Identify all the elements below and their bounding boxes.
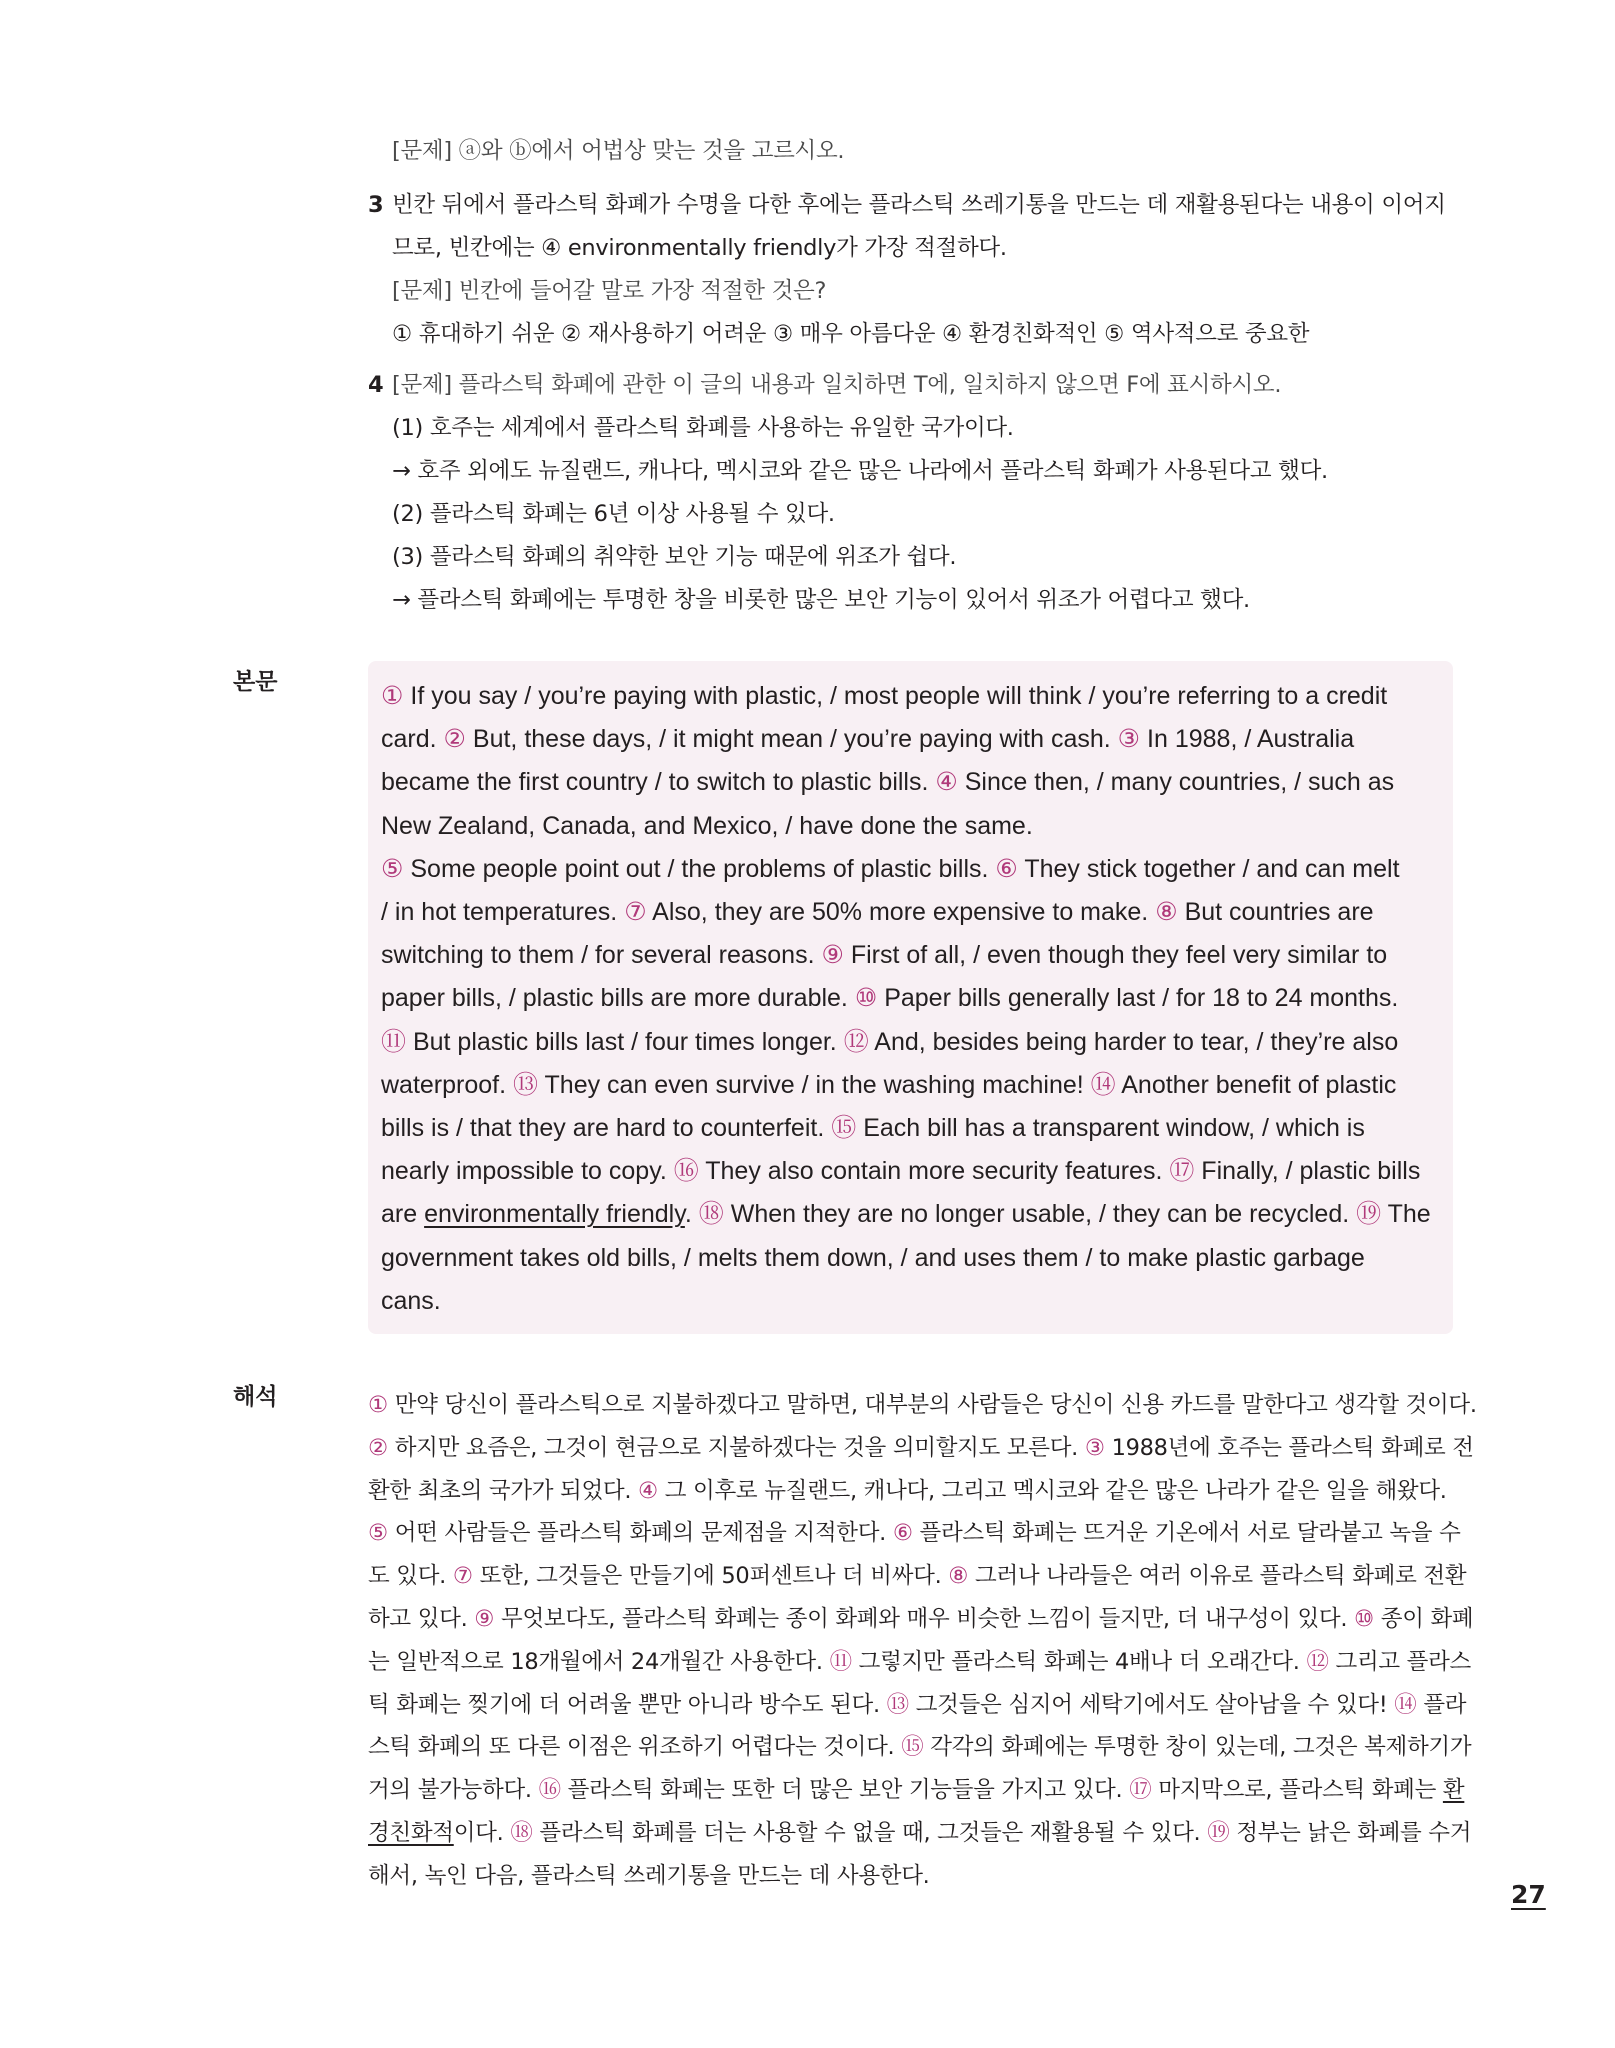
- sentence-number: ⑪: [829, 1648, 852, 1675]
- underlined-phrase: environmentally friendly: [424, 1200, 685, 1229]
- sentence-number: ⑥: [892, 1520, 913, 1547]
- sentence-text: 환한 최초의 국가가 되었다.: [368, 1477, 639, 1504]
- sentence-text: switching to them / for several reasons.: [381, 941, 822, 970]
- sentence-number: ⑫: [1306, 1648, 1329, 1675]
- sentence-number: ⑦: [452, 1563, 473, 1590]
- sentence-text: bills is / that they are hard to counterfeit.: [381, 1114, 832, 1142]
- sentence-text: 마지막으로, 플라스틱 화폐는: [1151, 1777, 1443, 1804]
- sentence-text: became the first country / to switch to plastic bills.: [381, 768, 936, 797]
- sentence-number: ⑪: [381, 1027, 407, 1056]
- sentence-text: First of all, / even though they feel very similar to: [843, 941, 1388, 970]
- sentence-text: Finally, / plastic bills: [1194, 1157, 1421, 1186]
- sentence-text: 거의 불가능하다.: [368, 1777, 539, 1804]
- sentence-text: Another benefit of plastic: [1115, 1070, 1397, 1099]
- sentence-number: ⑩: [1354, 1606, 1374, 1632]
- main-text-line: [381, 1113, 1365, 1143]
- q4-item-1: (1) 호주는 세계에서 플라스틱 화폐를 사용하는 유일한 국가이다.: [392, 415, 1014, 441]
- sentence-text: 각각의 화폐에는 투명한 창이 있는데, 그것은 복제하기가: [923, 1734, 1472, 1761]
- sentence-text: They can even survive / in the washing machine!: [538, 1070, 1091, 1099]
- main-text-line: [381, 1070, 1396, 1100]
- main-text-line: [381, 681, 1387, 711]
- sentence-text: 종이 화폐: [1373, 1606, 1474, 1632]
- sentence-text: / in hot temperatures.: [381, 898, 625, 926]
- sentence-text: 그렇지만 플라스틱 화폐는 4배나 더 오래간다.: [851, 1648, 1307, 1675]
- main-text-line: [381, 897, 1374, 927]
- translation-line: [368, 1818, 1471, 1848]
- sentence-text: The: [1381, 1200, 1431, 1229]
- sentence-text: 무엇보다도, 플라스틱 화폐는 종이 화폐와 매우 비슷한 느낌이 들지만, 더 내구성이 있다.: [494, 1606, 1355, 1632]
- sentence-number: ⑤: [381, 854, 404, 883]
- q4-item-3-note: → 플라스틱 화폐에는 투명한 창을 비롯한 많은 보안 기능이 있어서 위조가 어렵다고 했다.: [392, 587, 1250, 613]
- sentence-text: waterproof.: [381, 1070, 514, 1099]
- sentence-number: ⑲: [1207, 1820, 1230, 1846]
- sentence-text: 스틱 화폐의 또 다른 이점은 위조하기 어렵다는 것이다.: [368, 1734, 902, 1761]
- translation-line: [368, 1433, 1474, 1463]
- sentence-number: ③: [1117, 725, 1141, 754]
- sentence-text: 어떤 사람들은 플라스틱 화폐의 문제점을 지적한다.: [387, 1520, 893, 1547]
- sentence-text: .: [684, 1200, 699, 1229]
- q4-item-3: (3) 플라스틱 화폐의 취약한 보안 기능 때문에 위조가 쉽다.: [392, 544, 957, 570]
- main-text-line: [381, 811, 1033, 841]
- sentence-text: cans.: [381, 1286, 441, 1315]
- sentence-text: If you say / you’re paying with plastic, / most people will think / you’re referring to a credit: [403, 682, 1388, 710]
- q3-explanation-line2: 므로, 빈칸에는 ④ environmentally friendly가 가장 적절하다.: [392, 235, 1007, 261]
- sentence-number: ⑱: [510, 1820, 533, 1846]
- sentence-number: ⑬: [886, 1691, 909, 1718]
- q4-item-2: (2) 플라스틱 화폐는 6년 이상 사용될 수 있다.: [392, 501, 835, 527]
- sentence-text: 이다.: [453, 1820, 511, 1846]
- sentence-text: Since then, / many countries, / such as: [957, 768, 1395, 797]
- sentence-number: ⑬: [513, 1070, 539, 1099]
- sentence-number: ⑧: [1155, 898, 1178, 926]
- translation-line: [368, 1561, 1466, 1591]
- sentence-text: 플라: [1416, 1691, 1467, 1718]
- sentence-number: ⑮: [901, 1734, 924, 1761]
- sentence-text: 그리고 플라스: [1328, 1648, 1471, 1675]
- main-text-line: [381, 854, 1400, 884]
- sentence-text: 해서, 녹인 다음, 플라스틱 쓰레기통을 만드는 데 사용한다.: [368, 1862, 930, 1889]
- translation-label: 해석: [233, 1384, 278, 1410]
- main-text-line: [381, 767, 1394, 797]
- sentence-text: Each bill has a transparent window, / which is: [856, 1114, 1365, 1142]
- sentence-text: 하고 있다.: [368, 1606, 475, 1632]
- main-text-line: [381, 1199, 1431, 1229]
- q4-number: 4: [368, 372, 384, 398]
- translation-line: [368, 1604, 1473, 1634]
- translation-line: [368, 1690, 1466, 1720]
- main-text-line: [381, 1027, 1398, 1057]
- sentence-number: ⑭: [1090, 1070, 1116, 1099]
- sentence-text: 그러나 나라들은 여러 이유로 플라스틱 화폐로 전환: [968, 1563, 1467, 1590]
- q2-question: [문제] ⓐ와 ⓑ에서 어법상 맞는 것을 고르시오.: [392, 138, 845, 164]
- q3-question: [문제] 빈칸에 들어갈 말로 가장 적절한 것은?: [392, 278, 827, 304]
- sentence-text: But, these days, / it might mean / you’re paying with cash.: [465, 725, 1118, 754]
- main-text-label: 본문: [233, 669, 278, 695]
- sentence-text: 는 일반적으로 18개월에서 24개월간 사용한다.: [368, 1648, 830, 1675]
- sentence-number: ⑨: [474, 1606, 495, 1632]
- translation-line: [368, 1476, 1447, 1506]
- main-text-line: [381, 724, 1354, 754]
- main-text-line: [381, 1286, 441, 1316]
- sentence-number: ⑮: [831, 1114, 857, 1142]
- sentence-text: 그것들은 심지어 세탁기에서도 살아남을 수 있다!: [908, 1691, 1395, 1718]
- sentence-text: 또한, 그것들은 만들기에 50퍼센트나 더 비싸다.: [472, 1563, 949, 1590]
- sentence-text: 만약 당신이 플라스틱으로 지불하겠다고 말하면, 대부분의 사람들은 당신이 신용 카드를 말한다고 생각할 것이다.: [387, 1392, 1477, 1418]
- q3-explanation-line1: 빈칸 뒤에서 플라스틱 화폐가 수명을 다한 후에는 플라스틱 쓰레기통을 만드는 데 재활용된다는 내용이 이어지: [392, 192, 1446, 218]
- sentence-number: ②: [443, 725, 466, 754]
- sentence-text: 하지만 요즘은, 그것이 현금으로 지불하겠다는 것을 의미할지도 모른다.: [387, 1434, 1085, 1461]
- sentence-number: ⑩: [854, 984, 878, 1013]
- sentence-number: ⑨: [821, 941, 844, 970]
- sentence-text: 그 이후로 뉴질랜드, 캐나다, 그리고 멕시코와 같은 많은 나라가 같은 일을 해왔다.: [657, 1477, 1447, 1504]
- page-number: 27: [1511, 1880, 1546, 1909]
- underlined-phrase: 경친화적: [368, 1820, 454, 1846]
- sentence-text: government takes old bills, / melts them down, / and uses them / to make plastic garbage: [381, 1243, 1365, 1272]
- q4-question: [문제] 플라스틱 화폐에 관한 이 글의 내용과 일치하면 T에, 일치하지 않으면 F에 표시하시오.: [392, 372, 1282, 398]
- sentence-number: ④: [638, 1477, 658, 1504]
- sentence-text: New Zealand, Canada, and Mexico, / have done the same.: [381, 811, 1033, 840]
- q4-item-1-note: → 호주 외에도 뉴질랜드, 캐나다, 멕시코와 같은 많은 나라에서 플라스틱 화폐가 사용된다고 했다.: [392, 458, 1328, 484]
- main-text-line: [381, 940, 1387, 970]
- translation-line: [368, 1775, 1464, 1805]
- sentence-text: card.: [381, 725, 444, 754]
- sentence-text: 도 있다.: [368, 1563, 453, 1590]
- sentence-text: They also contain more security features.: [698, 1157, 1170, 1186]
- sentence-text: They stick together / and can melt: [1017, 854, 1400, 883]
- sentence-number: ⑧: [948, 1563, 969, 1590]
- sentence-number: ⑦: [624, 898, 647, 926]
- translation-line: [368, 1390, 1477, 1420]
- sentence-text: nearly impossible to copy.: [381, 1157, 674, 1186]
- sentence-text: But countries are: [1177, 898, 1374, 926]
- sentence-number: ⑥: [995, 854, 1018, 883]
- sentence-text: 플라스틱 화폐는 또한 더 많은 보안 기능들을 가지고 있다.: [560, 1777, 1130, 1804]
- translation-line: [368, 1647, 1471, 1677]
- q3-options: ① 휴대하기 쉬운 ② 재사용하기 어려운 ③ 매우 아름다운 ④ 환경친화적인 ⑤ 역사적으로 중요한: [392, 321, 1310, 347]
- main-text-line: [381, 1156, 1420, 1186]
- sentence-number: ⑫: [843, 1027, 869, 1056]
- sentence-number: ⑱: [698, 1200, 724, 1229]
- sentence-text: And, besides being harder to tear, / they’re also: [868, 1027, 1399, 1056]
- main-text-line: [381, 983, 1398, 1013]
- sentence-number: ⑰: [1169, 1157, 1195, 1186]
- sentence-text: In 1988, / Australia: [1140, 725, 1355, 754]
- sentence-number: ⑰: [1129, 1777, 1152, 1804]
- sentence-text: 틱 화폐는 찢기에 더 어려울 뿐만 아니라 방수도 된다.: [368, 1691, 887, 1718]
- translation-line: [368, 1861, 930, 1891]
- sentence-text: 플라스틱 화폐를 더는 사용할 수 없을 때, 그것들은 재활용될 수 있다.: [532, 1820, 1208, 1846]
- sentence-text: Also, they are 50% more expensive to make.: [646, 898, 1156, 926]
- main-text-line: [381, 1243, 1365, 1273]
- sentence-number: ⑭: [1394, 1691, 1417, 1718]
- sentence-number: ①: [381, 682, 404, 710]
- sentence-text: paper bills, / plastic bills are more durable.: [381, 984, 855, 1013]
- sentence-number: ⑤: [368, 1520, 388, 1547]
- translation-line: [368, 1732, 1471, 1762]
- sentence-text: are: [381, 1200, 425, 1229]
- sentence-number: ⑯: [673, 1157, 699, 1186]
- sentence-text: 플라스틱 화폐는 뜨거운 기온에서 서로 달라붙고 녹을 수: [912, 1520, 1461, 1547]
- sentence-text: Some people point out / the problems of plastic bills.: [403, 854, 996, 883]
- sentence-number: ①: [368, 1392, 388, 1418]
- sentence-number: ⑲: [1356, 1200, 1382, 1229]
- sentence-number: ②: [368, 1434, 388, 1461]
- translation-line: [368, 1518, 1461, 1548]
- sentence-number: ⑯: [538, 1777, 561, 1804]
- sentence-number: ③: [1084, 1434, 1105, 1461]
- sentence-text: But plastic bills last / four times longer.: [406, 1027, 844, 1056]
- sentence-text: 정부는 낡은 화폐를 수거: [1229, 1820, 1472, 1846]
- underlined-phrase: 환: [1442, 1777, 1465, 1804]
- sentence-number: ④: [935, 768, 958, 797]
- sentence-text: When they are no longer usable, / they can be recycled.: [723, 1200, 1357, 1229]
- sentence-text: 1988년에 호주는 플라스틱 화폐로 전: [1104, 1434, 1474, 1461]
- sentence-text: Paper bills generally last / for 18 to 24 months.: [877, 984, 1399, 1013]
- q3-number: 3: [368, 192, 384, 218]
